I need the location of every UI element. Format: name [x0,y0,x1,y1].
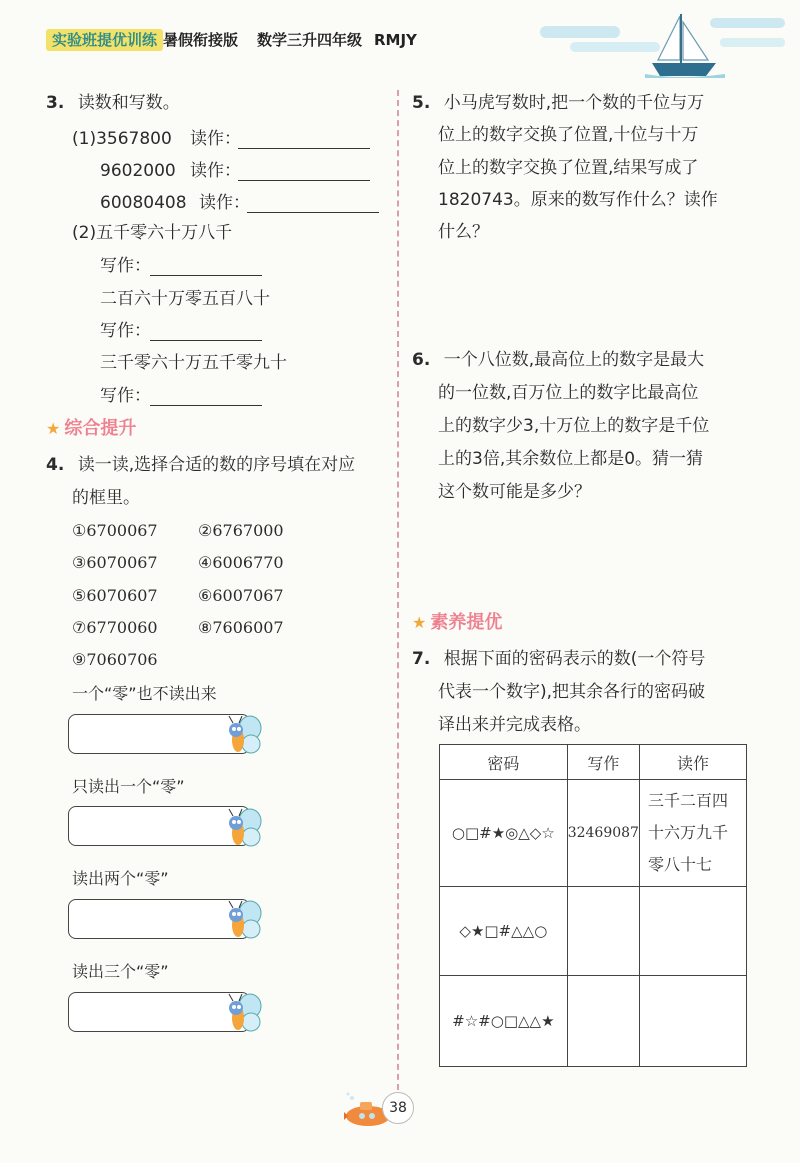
q5-text-line3: 位上的数字交换了位置,结果写成了 [438,158,699,178]
q4-option-7: ⑦6770060 [72,618,158,637]
q4-option-1: ①6700067 [72,521,158,540]
cipher-table [439,744,747,1067]
q5-text-line1: 小马虎写数时,把一个数的千位与万 [443,93,705,113]
q6-text-line2: 的一位数,百万位上的数字比最高位 [438,383,699,403]
q4-option-6: ⑥6007067 [198,586,284,605]
q3-4-answer-blank[interactable] [150,275,262,276]
q4-option-4: ④6006770 [198,553,284,572]
subject-label: 数学三升四年级 [257,31,363,49]
page-header [0,0,800,80]
q4-option-3: ③6070067 [72,553,158,572]
q5-number: 5. [412,93,431,113]
q3-title: 读数和写数。 [77,93,180,113]
q3-6-answer-blank[interactable] [150,405,262,406]
q3-3-number: 60080408 [100,193,187,213]
q3-5-answer-blank[interactable] [150,340,262,341]
star-icon: ★ [412,613,427,632]
q3-6-prompt: 写作： [100,386,151,406]
row1-read-line1: 三千二百四 [647,791,728,810]
q5-line1 [412,92,704,114]
q3-heading [46,92,180,114]
q5-text-line5: 什么？ [438,222,489,242]
q3-2-answer-blank[interactable] [238,180,370,181]
row2-read-cell[interactable] [639,887,746,976]
q4-option-9: ⑨7060706 [72,650,158,669]
row2-cipher: ◇★□#△△○ [440,887,568,976]
q6-text-line5: 这个数可能是多少？ [438,482,591,502]
q7-text-line1: 根据下面的密码表示的数(一个符号 [443,649,706,669]
q4-box1-label: 一个“零”也不读出来 [72,684,217,703]
series-badge: 实验班提优训练 [46,29,163,51]
q3-6-text: 三千零六十万五千零九十 [100,353,287,373]
q6-answer-area[interactable] [438,515,748,605]
q4-number: 4. [46,455,65,475]
q5-answer-area[interactable] [438,255,748,335]
q7-text-line3: 译出来并完成表格。 [438,715,591,735]
q5-text-line4: 1820743。原来的数写作什么？读作 [438,190,718,210]
q7-text-line2: 代表一个数字),把其余各行的密码破 [438,682,706,702]
q3-1-prompt: 读作： [190,129,241,149]
q6-line1 [412,349,704,371]
q3-3-prompt: 读作： [199,193,250,213]
q6-number: 6. [412,350,431,370]
q4-option-5: ⑤6070607 [72,586,158,605]
q3-1-number: (1)3567800 [72,129,172,149]
edition-label: 暑假衔接版 [163,31,239,49]
q3-number: 3. [46,93,65,113]
row1-write: 32469087 [567,780,639,887]
header-write: 写作 [567,745,639,780]
q4-option-2: ②6767000 [198,521,284,540]
curriculum-code: RMJY [374,31,417,49]
q3-2-prompt: 读作： [190,161,241,181]
column-divider [397,90,399,1100]
row3-write-cell[interactable] [567,976,639,1067]
q3-4-prompt: 写作： [100,256,151,276]
header-read: 读作 [639,745,746,780]
q4-text-line2: 的框里。 [72,488,140,508]
q3-2-number: 9602000 [100,161,176,181]
star-icon: ★ [46,419,61,438]
q3-5-text: 二百六十万零五百八十 [100,289,270,309]
q6-text-line1: 一个八位数,最高位上的数字是最大 [443,350,705,370]
butterfly-mascot-icon [218,990,264,1036]
row3-cipher: #☆#○□△△★ [440,976,568,1067]
row1-read-line3: 零八十七 [647,855,712,874]
q3-1-answer-blank[interactable] [238,148,370,149]
q4-box4-label: 读出三个“零” [72,962,169,981]
sailboat-decoration-icon [540,8,790,78]
header-cipher: 密码 [440,745,568,780]
q4-box3-label: 读出两个“零” [72,869,169,888]
q5-text-line2: 位上的数字交换了位置,十位与十万 [438,125,699,145]
table-row [440,887,747,976]
table-row [440,780,747,887]
section-comprehensive-heading [46,418,136,440]
row2-write-cell[interactable] [567,887,639,976]
section-literacy-title: 素养提优 [430,612,503,633]
q6-text-line3: 上的数字少3,十万位上的数字是千位 [438,416,710,436]
row1-read-line2: 十六万九千 [647,823,728,842]
section-comprehensive-title: 综合提升 [64,418,137,439]
q3-part2-label: (2)五千零六十万八千 [72,223,233,243]
q3-5-prompt: 写作： [100,321,151,341]
q7-number: 7. [412,649,431,669]
row3-read-cell[interactable] [639,976,746,1067]
q4-box2-label: 只读出一个“零” [72,777,185,796]
q7-line1 [412,648,705,670]
section-literacy-heading [412,612,502,634]
butterfly-mascot-icon [218,805,264,851]
q4-option-8: ⑧7606007 [198,618,284,637]
page-number: 38 [382,1092,414,1124]
butterfly-mascot-icon [218,897,264,943]
q4-line1 [46,454,355,476]
q4-text-line1: 读一读,选择合适的数的序号填在对应 [77,455,356,475]
row1-cipher: ○□#★◎△◇☆ [440,780,568,887]
butterfly-mascot-icon [218,712,264,758]
q6-text-line4: 上的3倍,其余数位上都是0。猜一猜 [438,449,704,469]
row1-read [639,780,746,887]
table-row [440,976,747,1067]
q3-3-answer-blank[interactable] [247,212,379,213]
table-header-row [440,745,747,780]
